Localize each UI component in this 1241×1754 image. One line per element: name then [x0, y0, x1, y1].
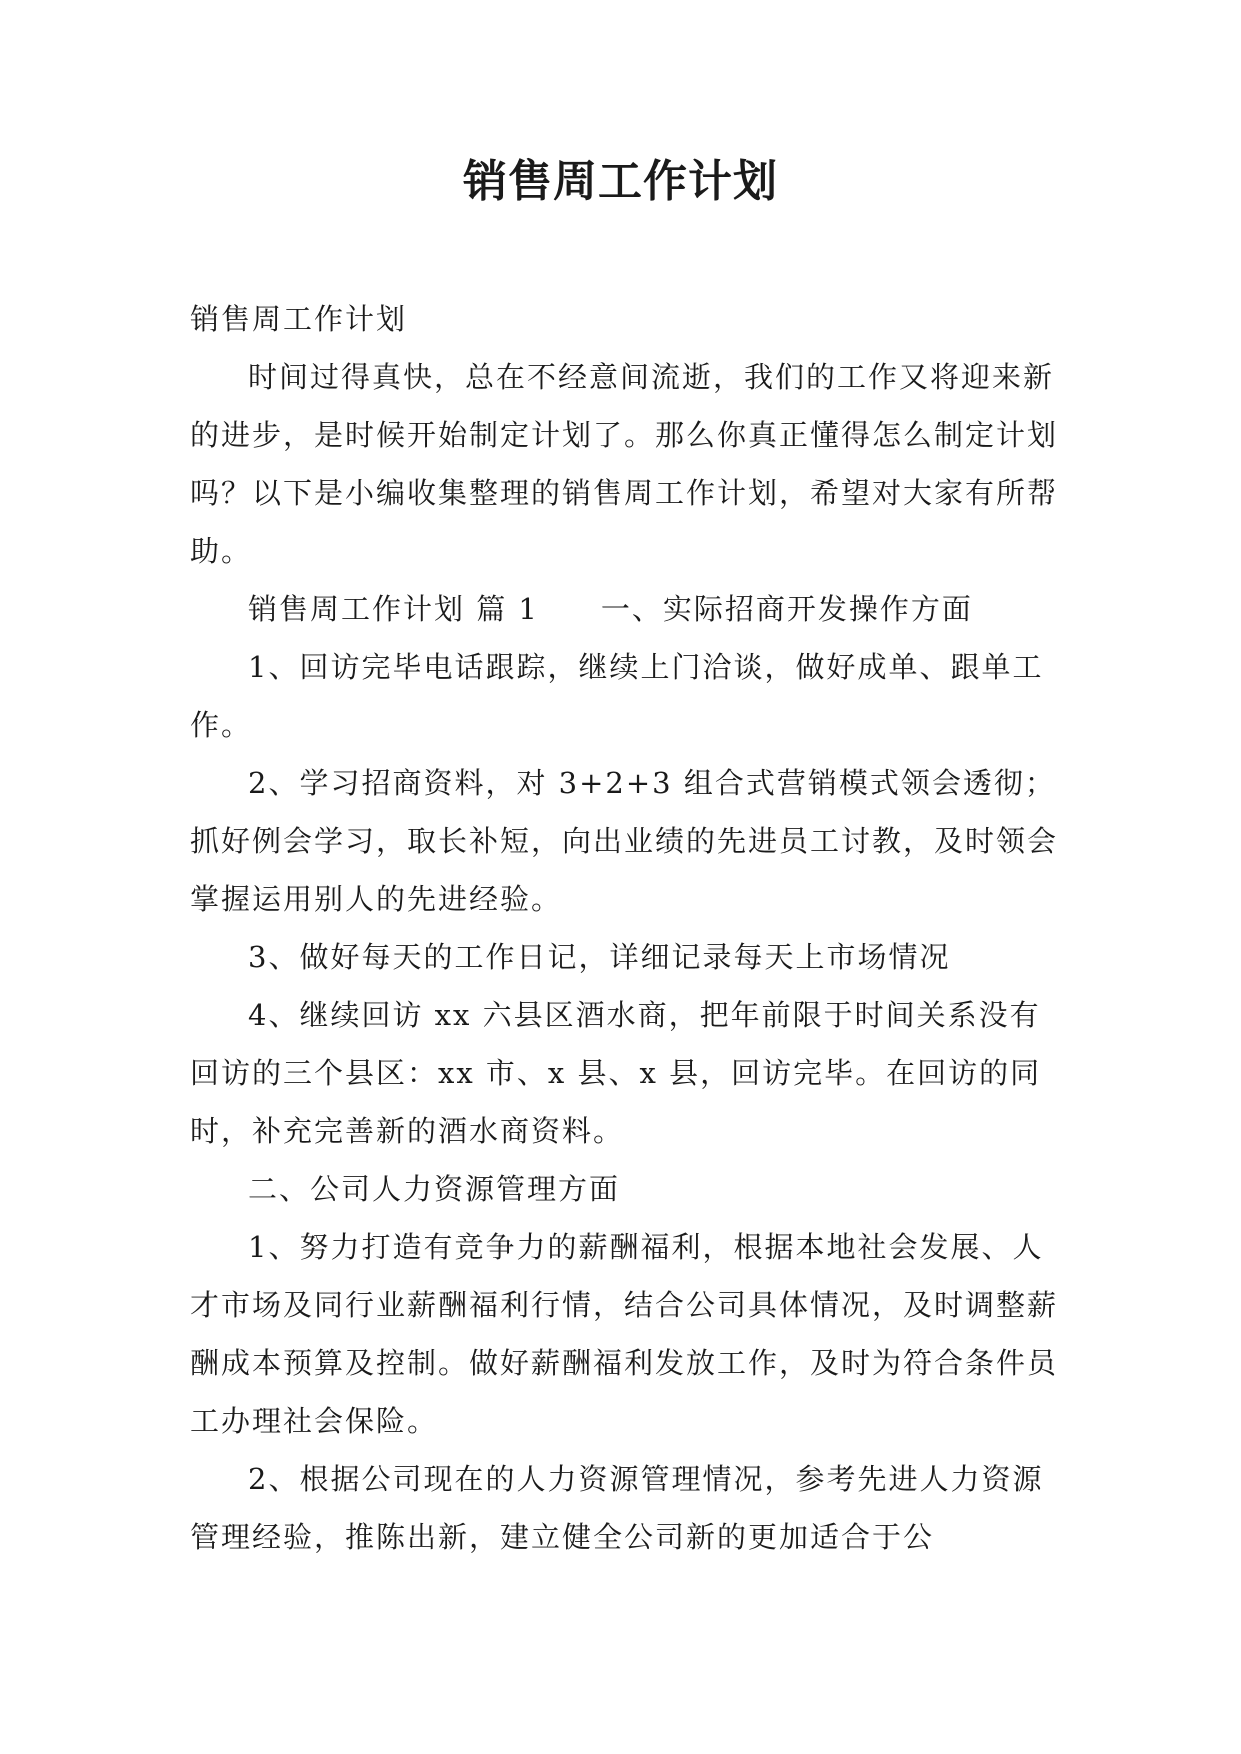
paragraph-section-2-heading: 二、公司人力资源管理方面 [248, 1172, 621, 1206]
paragraph-heading: 销售周工作计划 [190, 302, 408, 336]
paragraph-item: 1、努力打造有竞争力的薪酬福利，根据本地社会发展、人才市场及同行业薪酬福利行情，结合公司具体情况，及时调整薪酬成本预算及控制。做好薪酬福利发放工作，及时为符合条件员工办理社会保险。 [190, 1230, 1059, 1438]
paragraph-item: 2、根据公司现在的人力资源管理情况，参考先进人力资源管理经验，推陈出新，建立健全公司新的更加适合于公 [190, 1462, 1044, 1554]
paragraph-item: 4、继续回访 xx 六县区酒水商，把年前限于时间关系没有回访的三个县区：xx 市、x 县、x 县，回访完毕。在回访的同时，补充完善新的酒水商资料。 [190, 998, 1042, 1148]
paragraph-item: 1、回访完毕电话跟踪，继续上门洽谈，做好成单、跟单工作。 [190, 650, 1044, 742]
paragraph-item: 3、做好每天的工作日记，详细记录每天上市场情况 [248, 940, 951, 974]
paragraph-item: 2、学习招商资料，对 3+2+3 组合式营销模式领会透彻；抓好例会学习，取长补短，向出业绩的先进员工讨教，及时领会掌握运用别人的先进经验。 [190, 766, 1059, 916]
document-body [190, 290, 1070, 1566]
paragraph-intro: 时间过得真快，总在不经意间流逝，我们的工作又将迎来新的进步，是时候开始制定计划了。那么你真正懂得怎么制定计划吗？以下是小编收集整理的销售周工作计划，希望对大家有所帮助。 [190, 360, 1059, 568]
paragraph-section-1-heading: 销售周工作计划 篇 1 一、实际招商开发操作方面 [248, 592, 973, 626]
document-title: 销售周工作计划 [463, 156, 778, 207]
